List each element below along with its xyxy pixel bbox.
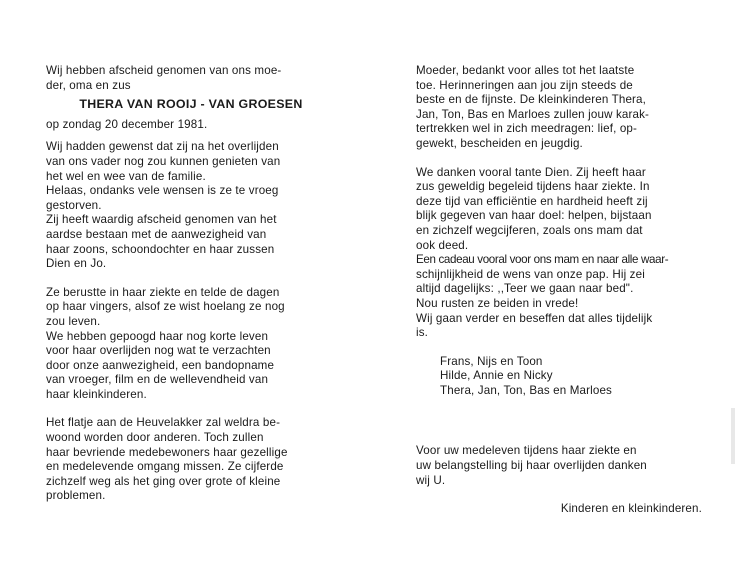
text-line: gewekt, bescheiden en jeugdig.: [416, 136, 583, 150]
paragraph-thanks-dien: [416, 166, 706, 341]
left-column: [46, 64, 336, 504]
text-line: toe. Herinneringen aan jou zijn steeds de: [416, 78, 633, 92]
text-line: en zichzelf wegcijferen, zoals ons mam dat: [416, 223, 643, 237]
text-line: voor haar overlijden nog wat te verzachten: [46, 344, 271, 358]
signatory-line: Thera, Jan, Ton, Bas en Marloes: [440, 383, 612, 397]
text-line: van vroeger, film en de wellevendheid van: [46, 373, 269, 387]
text-line: ook deed.: [416, 238, 469, 252]
text-line: zou leven.: [46, 314, 101, 328]
text-line: Nou rusten ze beiden in vrede!: [416, 296, 579, 310]
text-line: Wij hadden gewenst dat zij na het overlijden: [46, 140, 279, 154]
text-line: door onze aanwezigheid, een bandopname: [46, 358, 275, 372]
text-line: We hebben gepoogd haar nog korte leven: [46, 329, 269, 343]
date-line: op zondag 20 december 1981.: [46, 117, 208, 131]
text-line: haar bevriende medebewoners haar gezellige: [46, 445, 288, 459]
text-line: is.: [416, 326, 429, 340]
text-line: problemen.: [46, 489, 106, 503]
text-line: zichzelf weg als het ging over grote of kleine: [46, 474, 281, 488]
right-column: [416, 64, 706, 517]
text-line: Voor uw medeleven tijdens haar ziekte en: [416, 444, 637, 458]
text-line: Een cadeau vooral voor ons mam en naar alle waar-: [416, 253, 669, 267]
text-line: Het flatje aan de Heuvelakker zal weldra be-: [46, 416, 281, 430]
intro-line: Wij hebben afscheid genomen van ons moe-: [46, 64, 282, 77]
paragraph-flat: [46, 416, 336, 504]
text-line: Wij gaan verder en beseffen dat alles tijdelijk: [416, 311, 653, 325]
deceased-name: THERA VAN ROOIJ - VAN GROESEN: [79, 97, 303, 112]
closing-signature: Kinderen en kleinkinderen.: [560, 502, 702, 516]
signatory-line: Hilde, Annie en Nicky: [440, 369, 553, 383]
text-line: Ze berustte in haar ziekte en telde de dagen: [46, 285, 280, 299]
text-line: beste en de fijnste. De kleinkinderen Thera,: [416, 93, 647, 107]
paragraph-acknowledgement: [416, 444, 706, 488]
paragraph-wishes: [46, 140, 336, 271]
text-line: en medelevende omgang missen. Ze cijferde: [46, 460, 284, 474]
text-line: zus geweldig begeleid tijdens haar ziekte. In: [416, 180, 650, 194]
text-line: wij U.: [416, 473, 446, 487]
intro-line: der, oma en zus: [46, 78, 131, 92]
text-line: Dien en Jo.: [46, 257, 107, 271]
signatory-line: Frans, Nijs en Toon: [440, 354, 543, 368]
text-line: aardse bestaan met de aanwezigheid van: [46, 227, 267, 241]
text-line: tertrekken wel in zich meedragen: lief, op-: [416, 122, 638, 136]
text-line: Zij heeft waardig afscheid genomen van het: [46, 213, 277, 227]
text-line: het wel en wee van de familie.: [46, 169, 206, 183]
text-line: op haar vingers, alsof ze wist hoelang ze nog: [46, 300, 285, 314]
scan-edge-mark: [731, 408, 735, 464]
text-line: altijd dagelijks: ,,Teer we gaan naar bed".: [416, 282, 634, 296]
text-line: We danken vooral tante Dien. Zij heeft haar: [416, 165, 646, 179]
text-line: schijnlijkheid de wens van onze pap. Hij zei: [416, 267, 645, 281]
text-line: Helaas, ondanks vele wensen is ze te vroeg: [46, 184, 279, 198]
text-line: woond worden door anderen. Toch zullen: [46, 431, 264, 445]
text-line: Jan, Ton, Bas en Marloes zullen jouw karak-: [416, 107, 650, 121]
text-line: haar zoons, schoondochter en haar zussen: [46, 242, 275, 256]
text-line: van ons vader nog zou kunnen genieten van: [46, 154, 281, 168]
text-line: blijk gegeven van haar doel: helpen, bijstaan: [416, 209, 652, 223]
paragraph-illness: [46, 286, 336, 403]
text-line: haar kleinkinderen.: [46, 387, 147, 401]
paragraph-thanks-mother: [416, 64, 706, 152]
text-line: Moeder, bedankt voor alles tot het laatste: [416, 64, 635, 77]
text-line: deze tijd van efficiëntie en hardheid heeft zij: [416, 194, 648, 208]
text-line: uw belangstelling bij haar overlijden danken: [416, 459, 647, 473]
text-line: gestorven.: [46, 198, 102, 212]
signatories: [416, 355, 706, 399]
